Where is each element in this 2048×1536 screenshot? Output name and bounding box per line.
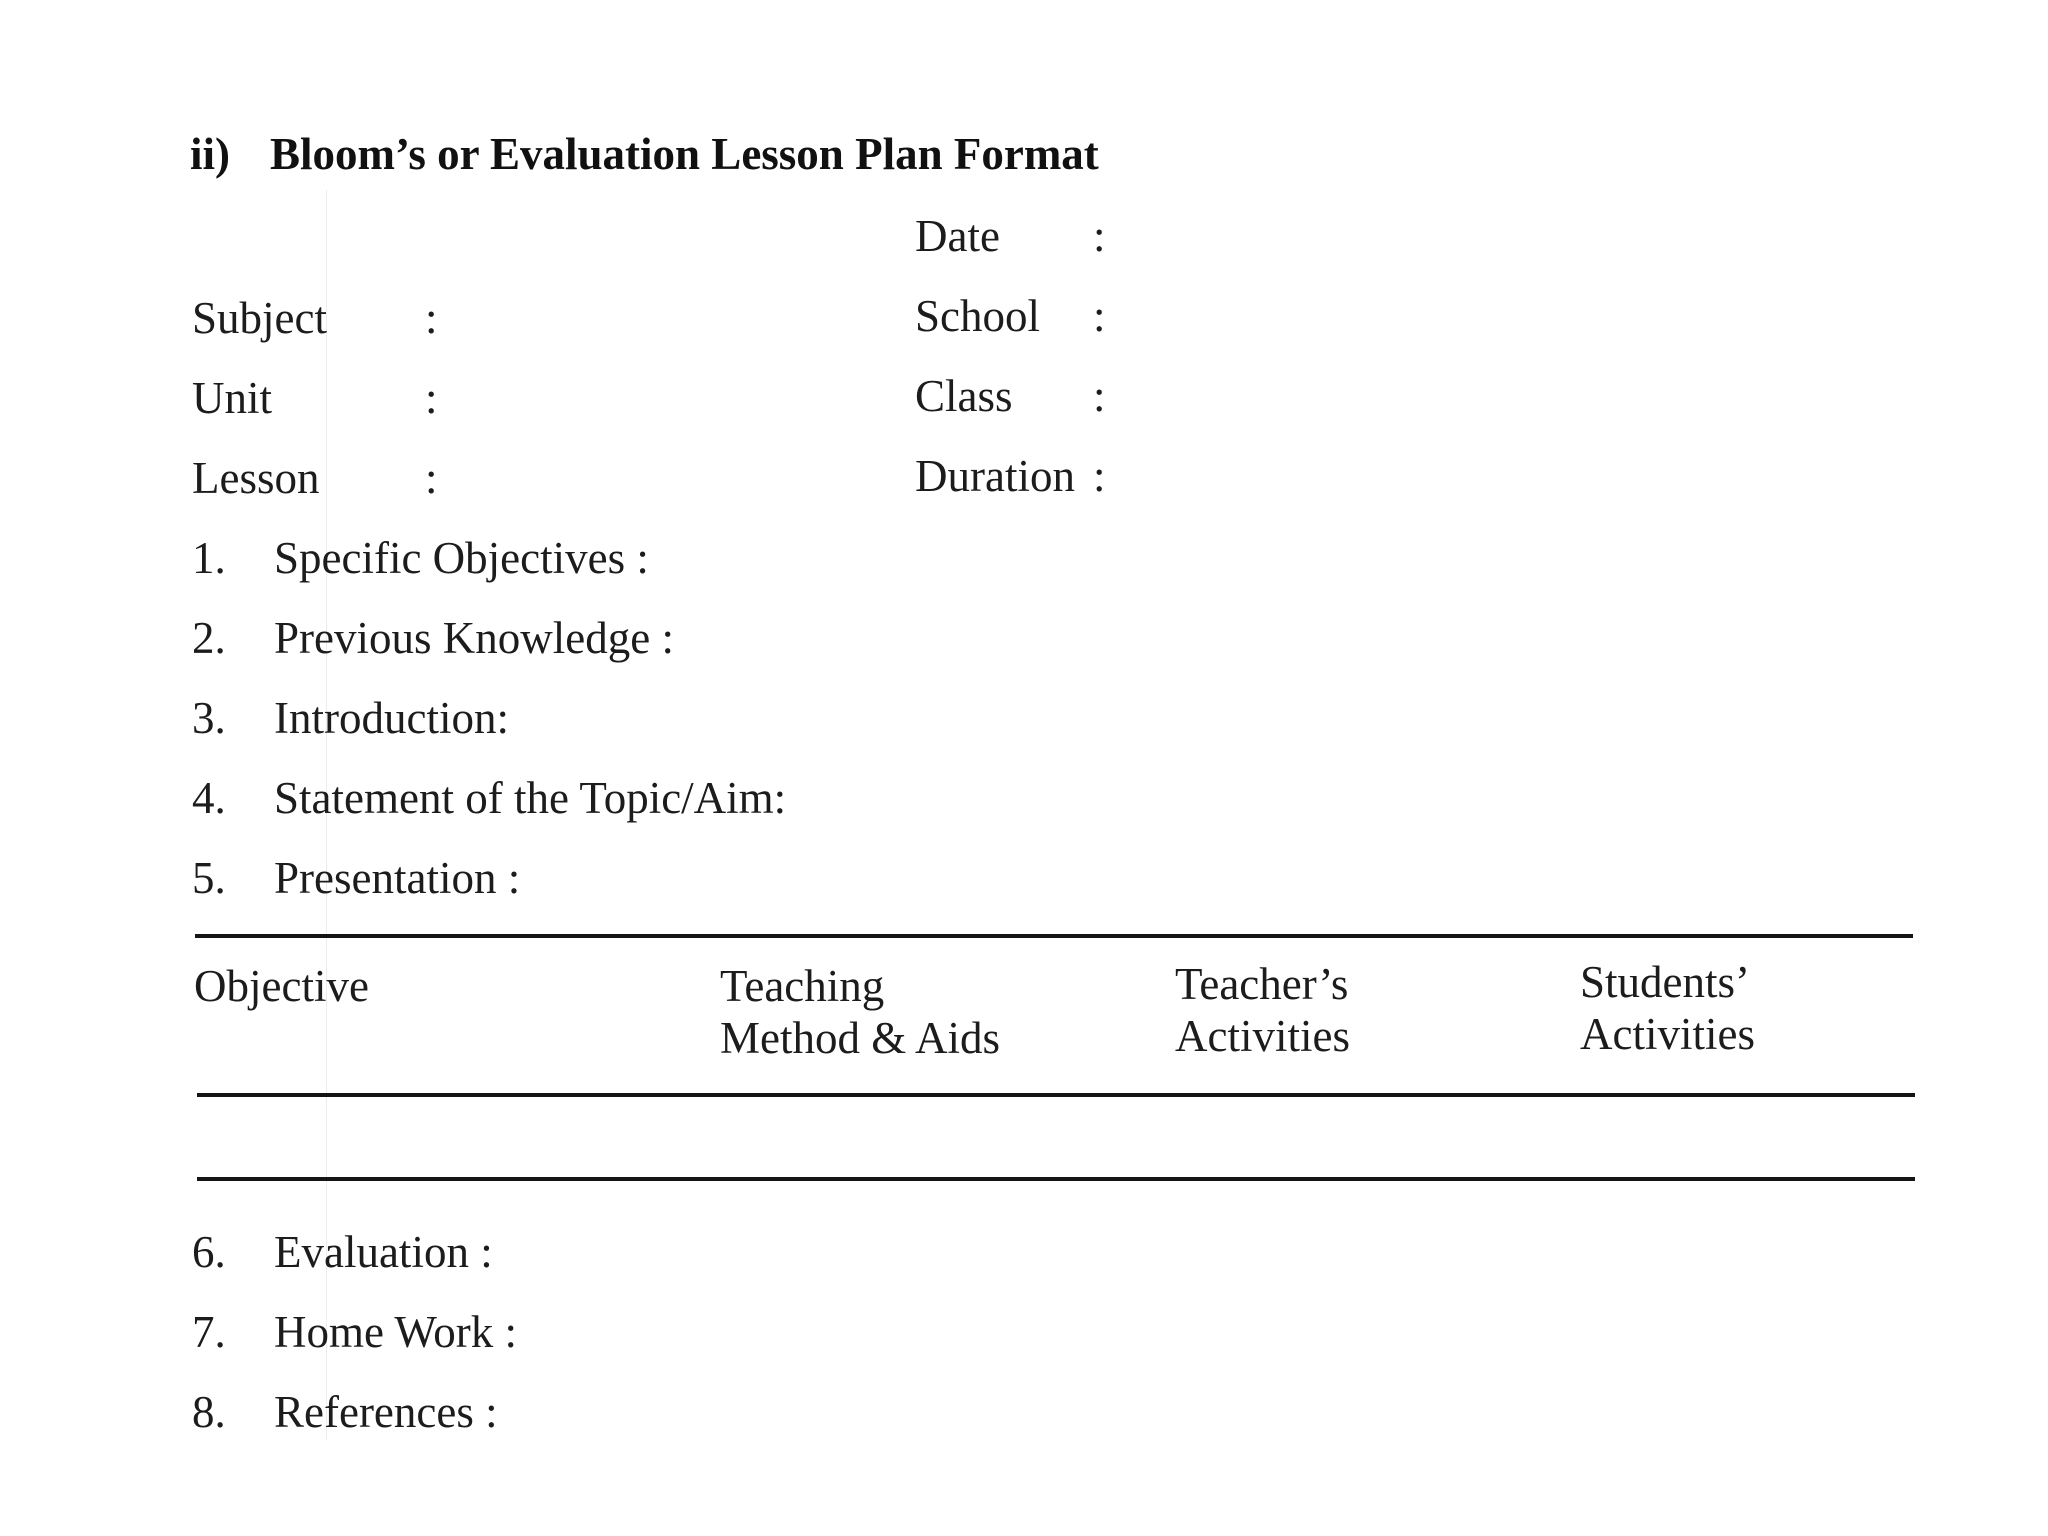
header-line-1: Objective (194, 961, 369, 1011)
list-item-number: 2. (192, 613, 226, 663)
field-colon-school: : (1093, 291, 1106, 341)
table-header-teachers-activities (1175, 958, 1350, 1062)
list-item-text: Specific Objectives : (274, 533, 649, 583)
list-item-number: 8. (192, 1387, 226, 1437)
list-item-previous-knowledge (192, 612, 674, 664)
field-label-class: Class (915, 371, 1013, 421)
field-label-subject: Subject (192, 293, 327, 343)
table-header-teaching-method (720, 960, 1000, 1064)
list-item-text: Introduction: (274, 693, 509, 743)
field-colon-subject: : (425, 293, 438, 343)
list-item-number: 6. (192, 1227, 226, 1277)
field-label-date: Date (915, 211, 1000, 261)
list-item-text: Previous Knowledge : (274, 613, 674, 663)
list-item-number: 7. (192, 1307, 226, 1357)
list-item-text: Presentation : (274, 853, 521, 903)
field-colon-lesson: : (425, 453, 438, 503)
header-line-1: Teaching (720, 961, 885, 1011)
list-item-text: References : (274, 1387, 498, 1437)
header-line-1: Students’ (1580, 957, 1751, 1007)
header-line-2: Activities (1580, 1009, 1755, 1059)
list-item-text: Statement of the Topic/Aim: (274, 773, 787, 823)
field-label-lesson: Lesson (192, 453, 320, 503)
list-item-number: 1. (192, 533, 226, 583)
list-item-number: 4. (192, 773, 226, 823)
list-item-number: 5. (192, 853, 226, 903)
table-header-rule (197, 1093, 1915, 1097)
list-item-statement-of-topic (192, 772, 786, 824)
heading-title: Bloom’s or Evaluation Lesson Plan Format (270, 129, 1099, 179)
header-line-1: Teacher’s (1175, 959, 1349, 1009)
list-item-text: Home Work : (274, 1307, 518, 1357)
list-item-evaluation (192, 1226, 493, 1278)
list-item-number: 3. (192, 693, 226, 743)
list-item-references (192, 1386, 498, 1438)
field-colon-class: : (1093, 371, 1106, 421)
heading-number: ii) (190, 129, 230, 179)
table-header-objective (194, 960, 369, 1012)
list-item-specific-objectives (192, 532, 649, 584)
list-item-introduction (192, 692, 509, 744)
field-colon-duration: : (1093, 451, 1106, 501)
table-top-rule (195, 934, 1913, 938)
field-colon-date: : (1093, 211, 1106, 261)
field-label-unit: Unit (192, 373, 273, 423)
field-colon-unit: : (425, 373, 438, 423)
field-label-school: School (915, 291, 1041, 341)
table-bottom-rule (197, 1177, 1915, 1181)
list-item-presentation (192, 852, 520, 904)
field-label-duration: Duration (915, 451, 1075, 501)
header-line-2: Activities (1175, 1011, 1350, 1061)
header-line-2: Method & Aids (720, 1013, 1001, 1063)
list-item-home-work (192, 1306, 517, 1358)
list-item-text: Evaluation : (274, 1227, 493, 1277)
page-heading (190, 128, 1099, 180)
table-header-students-activities (1580, 956, 1755, 1060)
